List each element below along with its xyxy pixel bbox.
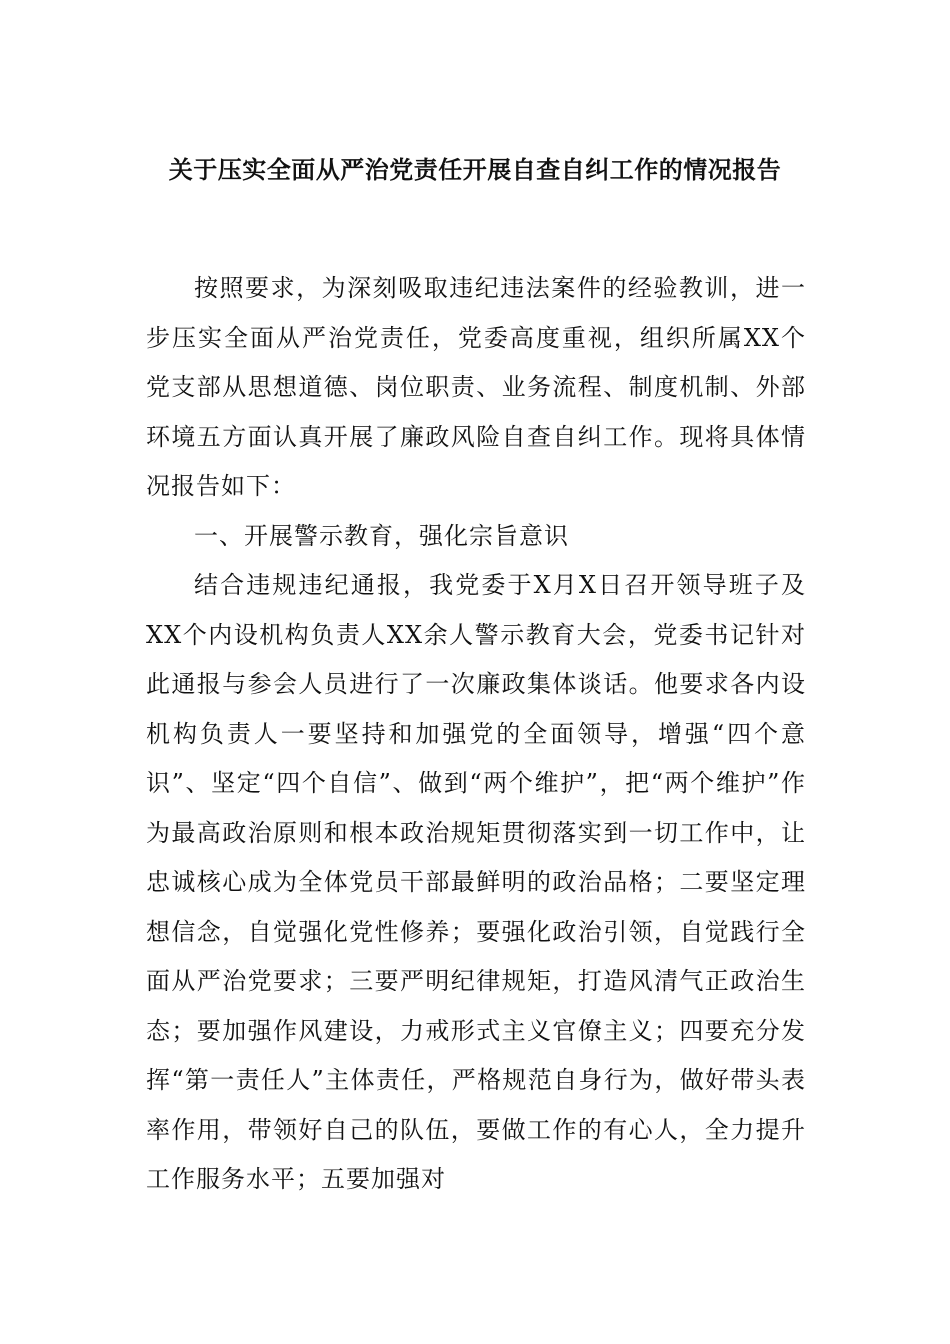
intro-paragraph: 按照要求，为深刻吸取违纪违法案件的经验教训，进一步压实全面从严治党责任，党委高度重视，组织所属XX个党支部从思想道德、岗位职责、业务流程、制度机制、外部环境五方面认真开展了廉政风险自查自纠工作。现将具体情况报告如下： — [146, 274, 806, 500]
section-1-paragraph: 结合违规违纪通报，我党委于X月X日召开领导班子及XX个内设机构负责人XX余人警示教育大会，党委书记针对此通报与参会人员进行了一次廉政集体谈话。他要求各内设机构负责人一要坚持和加强党的全面领导，增强“四个意识”、坚定“四个自信”、做到“两个维护”，把“两个维护”作为最高政治原则和根本政治规矩贯彻落实到一切工作中，让忠诚核心成为全体党员干部最鲜明的政治品格；二要坚定理想信念，自觉强化党性修养；要强化政治引领，自觉践行全面从严治党要求；三要严明纪律规矩，打造风清气正政治生态；要加强作风建设，力戒形式主义官僚主义；四要充分发挥“第一责任人”主体责任，严格规范自身行为，做好带头表率作用，带领好自己的队伍，要做工作的有心人，全力提升工作服务水平；五要加强对 — [146, 571, 806, 1193]
section-heading-1: 一、开展警示教育，强化宗旨意识 — [194, 521, 569, 550]
document-body — [146, 264, 806, 1205]
document-title: 关于压实全面从严治党责任开展自查自纠工作的情况报告 — [168, 156, 782, 184]
